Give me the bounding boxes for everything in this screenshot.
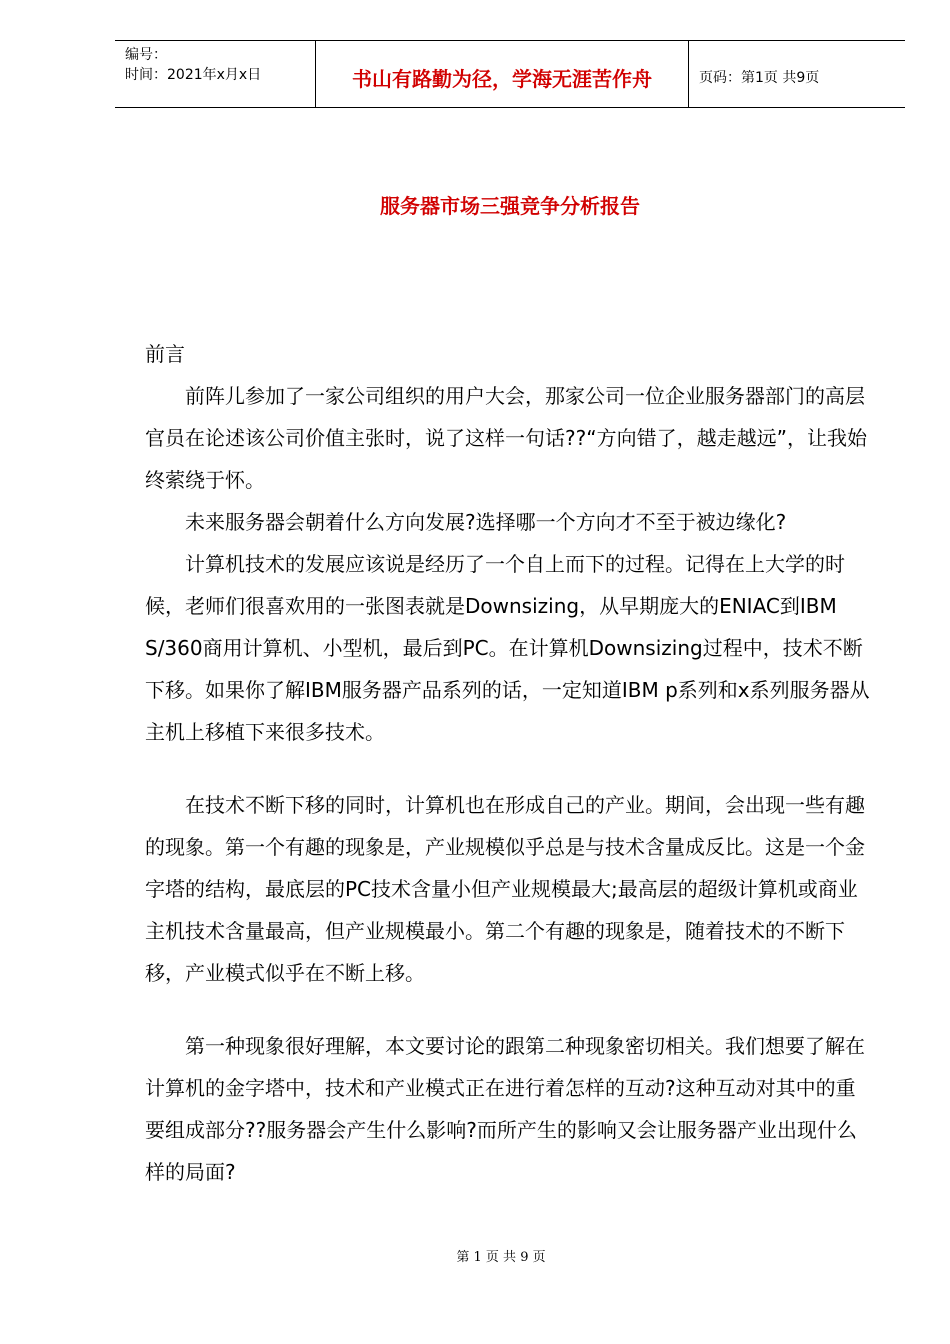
- doc-number-label: 编号：: [125, 47, 167, 63]
- document-body: [145, 333, 875, 1193]
- paragraph: 未来服务器会朝着什么方向发展?选择哪一个方向才不至于被边缘化?: [185, 510, 787, 534]
- preface-heading: 前言: [145, 342, 185, 366]
- document-title: 服务器市场三强竞争分析报告: [380, 194, 640, 218]
- paragraph-spacer: [145, 753, 875, 784]
- header-meta: [115, 41, 316, 107]
- header-page-cell: [689, 41, 905, 107]
- paragraph: 计算机技术的发展应该说是经历了一个自上而下的过程。记得在上大学的时候，老师们很喜欢用的一张图表就是Downsizing，从早期庞大的ENIAC到IBM S/360商用计算机、小型机，最后到PC。在计算机Downsizing过程中，技术不断下移。如果你了解IBM服务器产品系列的话，一定知道IBM p系列和x系列服务器从主机上移植下来很多技术。: [145, 552, 870, 744]
- paragraph: 在技术不断下移的同时，计算机也在形成自己的产业。期间，会出现一些有趣的现象。第一个有趣的现象是，产业规模似乎总是与技术含量成反比。这是一个金字塔的结构，最底层的PC技术含量小但产业规模最大;最高层的超级计算机或商业主机技术含量最高，但产业规模最小。第二个有趣的现象是，随着技术的不断下移，产业模式似乎在不断上移。: [145, 793, 865, 985]
- header-page-label: 页码：第1页 共9页: [699, 70, 820, 86]
- paragraph: 第一种现象很好理解，本文要讨论的跟第二种现象密切相关。我们想要了解在计算机的金字塔中，技术和产业模式正在进行着怎样的互动?这种互动对其中的重要组成部分??服务器会产生什么影响?而所产生的影响又会让服务器产业出现什么样的局面?: [145, 1034, 865, 1184]
- header-motto-cell: [316, 41, 689, 107]
- header-motto: 书山有路勤为径，学海无涯苦作舟: [352, 66, 652, 91]
- header-table: [115, 40, 905, 108]
- paragraph-spacer: [145, 994, 875, 1025]
- page-footer: 第 1 页 共 9 页: [456, 1250, 546, 1265]
- paragraph: 前阵儿参加了一家公司组织的用户大会，那家公司一位企业服务器部门的高层官员在论述该公司价值主张时，说了这样一句话??“方向错了，越走越远”，让我始终萦绕于怀。: [145, 384, 867, 492]
- doc-time-label: 时间：2021年x月x日: [125, 67, 262, 83]
